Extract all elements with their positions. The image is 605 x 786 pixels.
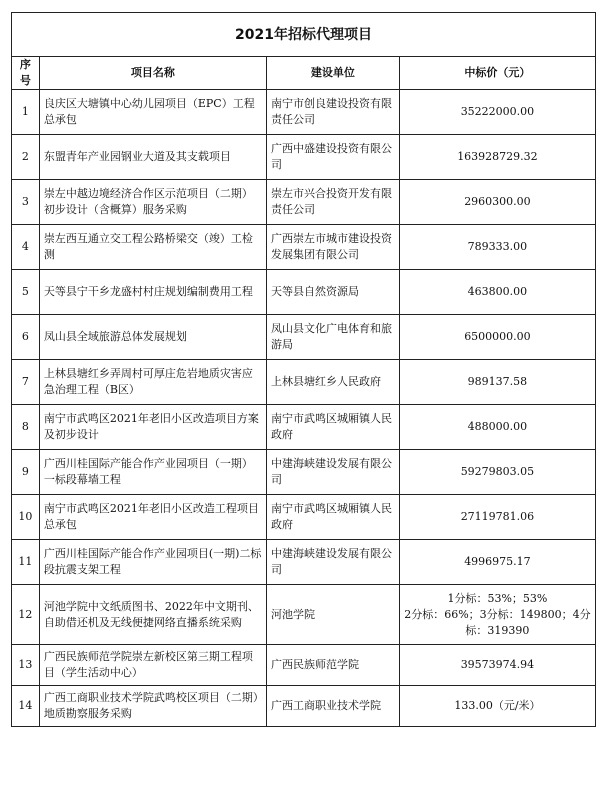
cell-name: 河池学院中文纸质图书、2022年中文期刊、自助借还机及无线便捷网络直播系统采购 — [39, 585, 266, 645]
cell-name: 天等县宁干乡龙盛村村庄规划编制费用工程 — [39, 270, 266, 315]
table-row — [12, 686, 596, 727]
header-name: 项目名称 — [39, 57, 266, 90]
cell-unit: 南宁市武鸣区城厢镇人民政府 — [267, 405, 400, 450]
table-row — [12, 645, 596, 686]
cell-no: 1 — [12, 90, 40, 135]
header-no: 序号 — [12, 57, 40, 90]
cell-unit: 广西崇左市城市建设投资发展集团有限公司 — [267, 225, 400, 270]
cell-unit: 广西工商职业技术学院 — [267, 686, 400, 727]
cell-no: 5 — [12, 270, 40, 315]
cell-price: 2960300.00 — [399, 180, 595, 225]
cell-price: 1分标：53%；53% 2分标：66%；3分标：149800；4分标：319390 — [399, 585, 595, 645]
cell-unit: 崇左市兴合投资开发有限责任公司 — [267, 180, 400, 225]
cell-price: 163928729.32 — [399, 135, 595, 180]
cell-no: 14 — [12, 686, 40, 727]
cell-name: 南宁市武鸣区2021年老旧小区改造项目方案及初步设计 — [39, 405, 266, 450]
cell-no: 10 — [12, 495, 40, 540]
cell-price: 488000.00 — [399, 405, 595, 450]
cell-no: 12 — [12, 585, 40, 645]
table-row — [12, 360, 596, 405]
page-title: 2021年招标代理项目 — [12, 13, 596, 57]
cell-no: 13 — [12, 645, 40, 686]
header-row — [12, 57, 596, 90]
cell-price: 989137.58 — [399, 360, 595, 405]
cell-unit: 天等县自然资源局 — [267, 270, 400, 315]
table-row — [12, 135, 596, 180]
tender-table — [11, 12, 596, 727]
cell-name: 良庆区大塘镇中心幼儿园项目（EPC）工程总承包 — [39, 90, 266, 135]
cell-name: 上林县塘红乡弄周村可厚庄危岩地质灾害应急治理工程（B区） — [39, 360, 266, 405]
cell-unit: 南宁市武鸣区城厢镇人民政府 — [267, 495, 400, 540]
cell-price: 6500000.00 — [399, 315, 595, 360]
cell-no: 6 — [12, 315, 40, 360]
header-price: 中标价（元） — [399, 57, 595, 90]
cell-no: 3 — [12, 180, 40, 225]
table-row — [12, 495, 596, 540]
header-unit: 建设单位 — [267, 57, 400, 90]
cell-unit: 广西中盛建设投资有限公司 — [267, 135, 400, 180]
cell-unit: 南宁市创良建设投资有限责任公司 — [267, 90, 400, 135]
table-row — [12, 405, 596, 450]
cell-name: 广西工商职业技术学院武鸣校区项目（二期）地质勘察服务采购 — [39, 686, 266, 727]
cell-name: 崇左中越边境经济合作区示范项目（二期）初步设计（含概算）服务采购 — [39, 180, 266, 225]
cell-unit: 中建海峡建设发展有限公司 — [267, 450, 400, 495]
cell-price: 39573974.94 — [399, 645, 595, 686]
table-row — [12, 585, 596, 645]
cell-no: 11 — [12, 540, 40, 585]
cell-name: 东盟青年产业园钢业大道及其支载项目 — [39, 135, 266, 180]
cell-no: 4 — [12, 225, 40, 270]
cell-name: 南宁市武鸣区2021年老旧小区改造工程项目总承包 — [39, 495, 266, 540]
cell-no: 7 — [12, 360, 40, 405]
cell-no: 2 — [12, 135, 40, 180]
cell-price: 133.00（元/米） — [399, 686, 595, 727]
cell-price: 27119781.06 — [399, 495, 595, 540]
cell-price: 59279803.05 — [399, 450, 595, 495]
cell-price: 35222000.00 — [399, 90, 595, 135]
table-row — [12, 540, 596, 585]
table-row — [12, 90, 596, 135]
cell-name: 凤山县全域旅游总体发展规划 — [39, 315, 266, 360]
cell-unit: 广西民族师范学院 — [267, 645, 400, 686]
cell-price: 463800.00 — [399, 270, 595, 315]
cell-price: 4996975.17 — [399, 540, 595, 585]
table-row — [12, 270, 596, 315]
cell-no: 9 — [12, 450, 40, 495]
cell-name: 广西川桂国际产能合作产业园项目（一期）一标段幕墙工程 — [39, 450, 266, 495]
cell-name: 崇左西互通立交工程公路桥梁交（竣）工检测 — [39, 225, 266, 270]
table-row — [12, 225, 596, 270]
cell-unit: 中建海峡建设发展有限公司 — [267, 540, 400, 585]
title-row — [12, 13, 596, 57]
cell-unit: 上林县塘红乡人民政府 — [267, 360, 400, 405]
cell-name: 广西川桂国际产能合作产业园项目(一期)二标段抗震支架工程 — [39, 540, 266, 585]
table-row — [12, 180, 596, 225]
cell-price: 789333.00 — [399, 225, 595, 270]
table-row — [12, 450, 596, 495]
cell-name: 广西民族师范学院崇左新校区第三期工程项目（学生活动中心） — [39, 645, 266, 686]
cell-unit: 凤山县文化广电体育和旅游局 — [267, 315, 400, 360]
cell-no: 8 — [12, 405, 40, 450]
cell-unit: 河池学院 — [267, 585, 400, 645]
table-row — [12, 315, 596, 360]
